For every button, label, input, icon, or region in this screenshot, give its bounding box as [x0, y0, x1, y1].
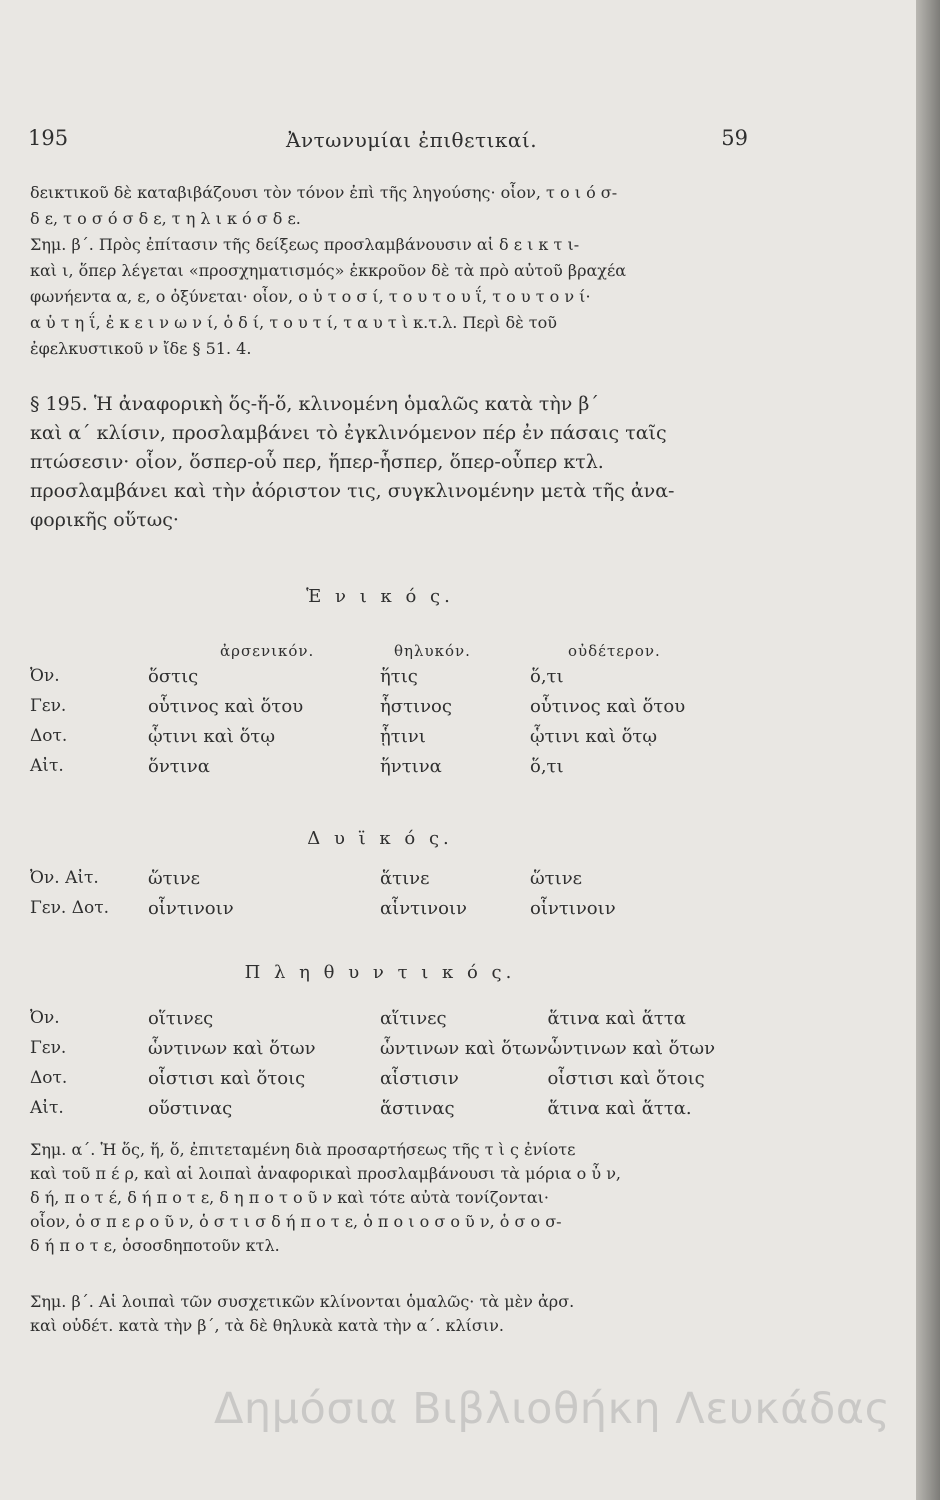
masculine-form: ὅστις — [148, 666, 199, 687]
table-row — [30, 756, 685, 786]
table-row — [30, 726, 685, 756]
text-line: φορικῆς οὕτως· — [30, 509, 179, 531]
running-title: Ἀντωνυμίαι ἐπιθετικαί. — [286, 128, 538, 152]
plural-paradigm-table — [30, 1008, 715, 1128]
neuter-form: ὅ,τι — [530, 666, 564, 687]
neuter-form: ᾧτινι καὶ ὅτῳ — [530, 726, 658, 747]
case-label: Γεν. Δοτ. — [30, 898, 110, 918]
table-row — [30, 666, 685, 696]
text-line: φωνήεντα α, ε, ο ὀξύνεται· οἷον, ο ὑ τ ο σ ί, τ ο υ τ ο υ ΐ, τ ο υ τ ο ν ί· — [30, 287, 591, 306]
feminine-form: ὧντινων καὶ ὅτων — [380, 1038, 548, 1059]
library-watermark: Δημόσια Βιβλιοθήκη Λευκάδας — [214, 1384, 891, 1434]
masculine-form: ὥτινε — [148, 868, 200, 889]
text-line: Σημ. β΄. Πρὸς ἐπίτασιν τῆς δείξεως προσλαμβάνουσιν αἱ δ ε ι κ τ ι- — [30, 235, 580, 254]
text-line: καὶ οὐδέτ. κατὰ τὴν β΄, τὰ δὲ θηλυκὰ κατὰ τὴν α΄. κλίσιν. — [30, 1316, 504, 1335]
page-edge-shadow — [916, 0, 940, 1500]
masculine-form: οἷντινοιν — [148, 898, 234, 919]
paragraph-section-195 — [30, 390, 740, 535]
feminine-form: αἵτινες — [380, 1008, 447, 1029]
case-label: Δοτ. — [30, 726, 68, 746]
text-line: καὶ τοῦ π έ ρ, καὶ αἱ λοιπαὶ ἀναφορικαὶ προσλαμβάνουσι τὰ μόρια ο ὖ ν, — [30, 1164, 622, 1183]
masculine-form: ᾧτινι καὶ ὅτῳ — [148, 726, 276, 747]
text-line: Σημ. β΄. Αἱ λοιπαὶ τῶν συσχετικῶν κλίνονται ὁμαλῶς· τὰ μὲν ἀρσ. — [30, 1292, 575, 1311]
text-line: δεικτικοῦ δὲ καταβιβάζουσι τὸν τόνον ἐπὶ τῆς ληγούσης· οἷον, τ ο ι ό σ- — [30, 183, 618, 202]
page-number-left: 195 — [28, 126, 69, 150]
heading-singular: Ἑ ν ι κ ό ς. — [306, 586, 454, 607]
text-line: δ ε, τ ο σ ό σ δ ε, τ η λ ι κ ό σ δ ε. — [30, 209, 301, 228]
neuter-form: ὥτινε — [530, 868, 582, 889]
neuter-form: ἅτινα καὶ ἅττα — [547, 1008, 686, 1029]
table-row — [30, 1098, 715, 1128]
feminine-form: ἧστινος — [380, 696, 452, 717]
feminine-form: αἷστισιν — [380, 1068, 459, 1089]
feminine-form: αἷντινοιν — [380, 898, 467, 919]
masculine-form: οἵτινες — [148, 1008, 214, 1029]
paragraph-demonstratives — [30, 180, 740, 362]
column-header-masculine: ἀρσενικόν. — [220, 642, 315, 660]
case-label: Αἰτ. — [30, 756, 64, 776]
column-header-neuter: οὐδέτερον. — [568, 642, 661, 660]
feminine-form: ἥτις — [380, 666, 418, 687]
case-label: Δοτ. — [30, 1068, 68, 1088]
text-line: Σημ. α΄. Ἡ ὅς, ἥ, ὅ, ἐπιτεταμένη διὰ προσαρτήσεως τῆς τ ὶ ς ἐνίοτε — [30, 1140, 576, 1159]
case-label: Γεν. — [30, 1038, 67, 1058]
masculine-form: ὧντινων καὶ ὅτων — [148, 1038, 316, 1059]
case-label: Γεν. — [30, 696, 67, 716]
masculine-form: οἷστισι καὶ ὅτοις — [148, 1068, 306, 1089]
text-line: οἷον, ὁ σ π ε ρ ο ῦ ν, ὁ σ τ ι σ δ ή π ο τ ε, ὁ π ο ι ο σ ο ῦ ν, ὁ σ ο σ- — [30, 1212, 562, 1231]
text-line: § 195. Ἡ ἀναφορικὴ ὅς-ἥ-ὅ, κλινομένη ὁμαλῶς κατὰ τὴν β΄ — [30, 393, 599, 415]
neuter-form: ὧντινων καὶ ὅτων — [547, 1038, 716, 1059]
note-a — [30, 1138, 740, 1258]
neuter-form: ὅ,τι — [530, 756, 564, 777]
feminine-form: ἅστινας — [380, 1098, 455, 1119]
masculine-form: οὗτινος καὶ ὅτου — [148, 696, 304, 717]
heading-dual: Δ υ ϊ κ ό ς. — [307, 828, 453, 849]
note-b — [30, 1290, 740, 1338]
text-line: πτώσεσιν· οἷον, ὅσπερ-οὗ περ, ἥπερ-ἧσπερ, ὅπερ-οὗπερ κτλ. — [30, 451, 604, 473]
page-header — [28, 126, 748, 160]
table-row — [30, 696, 685, 726]
table-row — [30, 868, 616, 898]
masculine-form: οὕστινας — [148, 1098, 233, 1119]
neuter-form: ἅτινα καὶ ἅττα. — [547, 1098, 692, 1119]
case-label: Ὀν. — [30, 666, 60, 686]
text-line: ἐφελκυστικοῦ ν ἴδε § 51. 4. — [30, 339, 252, 358]
text-line: δ ή π ο τ ε, ὁσοσδηποτοῦν κτλ. — [30, 1236, 280, 1255]
feminine-form: ᾗτινι — [380, 726, 426, 747]
neuter-form: οὗτινος καὶ ὅτου — [530, 696, 686, 717]
feminine-form: ἅτινε — [380, 868, 430, 889]
case-label: Ὀν. — [30, 1008, 60, 1028]
text-line: προσλαμβάνει καὶ τὴν ἀόριστον τις, συγκλινομένην μετὰ τῆς ἀνα- — [30, 480, 675, 502]
neuter-form: οἷστισι καὶ ὅτοις — [547, 1068, 705, 1089]
feminine-form: ἥντινα — [380, 756, 442, 777]
heading-plural: Π λ η θ υ ν τ ι κ ό ς. — [244, 962, 516, 983]
text-line: α ὑ τ η ΐ, ἐ κ ε ι ν ω ν ί, ὁ δ ί, τ ο υ τ ί, τ α υ τ ὶ κ.τ.λ. Περὶ δὲ τοῦ — [30, 313, 557, 332]
masculine-form: ὅντινα — [148, 756, 210, 777]
case-label: Ὀν. Αἰτ. — [30, 868, 99, 888]
column-header-feminine: θηλυκόν. — [394, 642, 471, 660]
table-row — [30, 1038, 715, 1068]
singular-paradigm-table — [30, 666, 685, 786]
dual-paradigm-table — [30, 868, 616, 928]
neuter-form: οἷντινοιν — [530, 898, 616, 919]
text-line: δ ή, π ο τ έ, δ ή π ο τ ε, δ η π ο τ ο ῦ ν καὶ τότε αὐτὰ τονίζονται· — [30, 1188, 549, 1207]
table-row — [30, 1068, 715, 1098]
case-label: Αἰτ. — [30, 1098, 64, 1118]
table-row — [30, 898, 616, 928]
page-number-right: 59 — [721, 126, 748, 150]
text-line: καὶ ι, ὅπερ λέγεται «προσχηματισμός» ἐκκροῦον δὲ τὰ πρὸ αὐτοῦ βραχέα — [30, 261, 627, 280]
table-row — [30, 1008, 715, 1038]
text-line: καὶ α΄ κλίσιν, προσλαμβάνει τὸ ἐγκλινόμενον πέρ ἐν πάσαις ταῖς — [30, 422, 667, 444]
